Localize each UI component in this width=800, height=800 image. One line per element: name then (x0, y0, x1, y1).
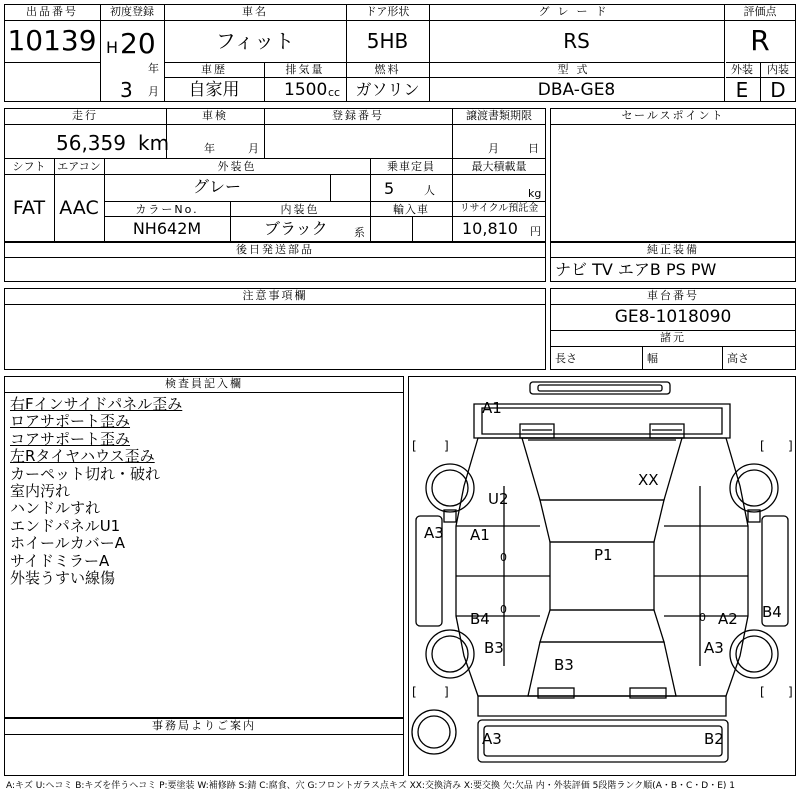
damage-mark: A3 (482, 730, 502, 748)
model: DBA-GE8 (537, 80, 616, 100)
score: R (750, 24, 770, 57)
capacity-label: 乗車定員 (387, 160, 435, 173)
color-label: 外装色 (217, 160, 257, 173)
lot-no-label: 出品番号 (26, 5, 78, 18)
diagram-bracket: ] (788, 685, 793, 699)
int-label: 内装 (767, 63, 789, 76)
inspector-remark: サイドミラーA (10, 551, 110, 570)
inspection-month-unit: 月 (248, 142, 259, 155)
inspection-year-unit: 年 (204, 142, 215, 155)
inspector-remark: コアサポート歪み (10, 429, 131, 448)
inspector-remark: 室内汚れ (10, 482, 71, 500)
interior-color-unit: 系 (354, 226, 365, 239)
capacity: 5 (384, 179, 395, 198)
displacement-unit: cc (328, 86, 341, 99)
office-label: 事務局よりご案内 (152, 719, 256, 732)
ext-label: 外装 (731, 63, 753, 76)
color: グレー (192, 177, 241, 196)
door-type: 5HB (366, 29, 409, 53)
inspection-label: 車検 (202, 109, 228, 122)
mileage: 56,359 (56, 131, 126, 155)
model-label: 型式 (557, 63, 596, 76)
shift: FAT (12, 197, 46, 219)
inspector-remark: カーペット切れ・破れ (10, 464, 161, 483)
damage-mark: 0 (699, 611, 706, 624)
notes-label: 注意事項欄 (242, 289, 308, 302)
height-label: 高さ (727, 352, 749, 365)
damage-mark: B4 (762, 603, 782, 621)
damage-mark: XX (638, 471, 659, 489)
diagram-bracket: ] (788, 439, 793, 453)
interior-color: ブラック (264, 219, 328, 238)
colorno-label: カラーNo. (135, 203, 199, 216)
equipment-items: ナビ TV エアB PS PW (555, 260, 717, 279)
car-damage-diagram (408, 376, 796, 776)
diagram-bracket: [ (760, 685, 765, 699)
load-label: 最大積載量 (471, 160, 527, 173)
name-label: 車名 (242, 5, 268, 18)
fuel-label: 燃料 (374, 63, 401, 76)
load-unit: kg (528, 187, 542, 200)
ext-grade: E (735, 78, 749, 102)
month-unit: 月 (148, 85, 159, 98)
era: H (106, 38, 119, 57)
int-grade: D (770, 78, 786, 102)
inspector-remark: エンドパネルU1 (10, 516, 121, 535)
damage-mark: B4 (470, 610, 490, 628)
transfer-month-unit: 月 (488, 142, 499, 155)
damage-mark: B3 (554, 656, 574, 674)
door-label: ドア形状 (365, 5, 410, 18)
damage-mark: A2 (718, 610, 738, 628)
colorno: NH642M (132, 219, 202, 238)
diagram-bracket: ] (444, 439, 449, 453)
shift-label: シフト (12, 160, 46, 173)
diagram-bracket: [ (412, 685, 417, 699)
inspector-remark: 外装うすい線傷 (10, 569, 116, 587)
reg-year: 20 (120, 27, 156, 60)
inspector-label: 検査員記入欄 (165, 377, 243, 390)
recycle-label: リサイクル預託金 (459, 203, 539, 214)
legend: A:キズ U:ヘコミ B:キズを伴うヘコミ P:要塗装 W:補修跡 S:錆 C:腐食、穴 G:フロントガラス点キズ XX:交換済み X:要交換 欠:欠品 内・外装評価 5段階ランク順(A・B・C・D・E) 1 (6, 781, 736, 791)
diagram-bracket: ] (444, 685, 449, 699)
grade: RS (563, 29, 590, 53)
inspector-remark: ハンドルすれ (10, 499, 101, 518)
equipment-label: 純正装備 (647, 243, 699, 256)
damage-mark: A1 (482, 399, 502, 417)
damage-mark: 0 (500, 603, 507, 616)
damage-mark: 0 (500, 551, 507, 564)
chassis-number: GE8-1018090 (614, 307, 732, 327)
car-name: フィット (215, 29, 295, 53)
history: 自家用 (188, 80, 240, 100)
reg-label: 初度登録 (110, 5, 154, 18)
damage-mark: P1 (594, 546, 613, 564)
recycle: 10,810 (462, 219, 518, 238)
grade-label: グレード (538, 5, 615, 18)
damage-mark: B3 (484, 639, 504, 657)
fuel: ガソリン (355, 80, 420, 99)
later-parts-label: 後日発送部品 (236, 243, 314, 256)
inspector-remark: ホイールカバーA (10, 534, 125, 553)
damage-mark: U2 (488, 490, 509, 508)
length-label: 長さ (555, 352, 577, 365)
damage-mark: B2 (704, 730, 724, 748)
damage-mark: A3 (704, 639, 724, 657)
plate-label: 登録番号 (332, 109, 384, 122)
year-unit: 年 (148, 62, 159, 75)
displacement-label: 排気量 (285, 63, 325, 76)
dimensions-label: 諸元 (660, 331, 686, 344)
inspector-remark: 右Fインサイドパネル歪み (10, 395, 183, 413)
score-label: 評価点 (743, 5, 777, 18)
transfer-day-unit: 日 (528, 142, 539, 155)
damage-mark: A3 (424, 524, 444, 542)
displacement: 1500 (284, 80, 328, 100)
history-label: 車歴 (201, 63, 227, 76)
sales-points-block (550, 108, 796, 242)
mileage-unit: km (138, 131, 170, 155)
capacity-unit: 人 (424, 184, 435, 197)
width-label: 幅 (647, 352, 658, 365)
chassis-label: 車台番号 (647, 289, 699, 302)
mileage-label: 走行 (72, 109, 98, 122)
inspector-remark: 左Rタイヤハウス歪み (10, 447, 155, 466)
sales-points-label: セールスポイント (621, 109, 725, 122)
transfer-label: 譲渡書類期限 (466, 109, 532, 122)
import-label: 輸入車 (393, 203, 429, 216)
diagram-bracket: [ (760, 439, 765, 453)
lot-no: 10139 (7, 24, 97, 57)
damage-mark: A1 (470, 526, 490, 544)
interior-color-label: 内装色 (280, 203, 320, 216)
reg-month: 3 (120, 78, 133, 102)
ac: AAC (59, 197, 99, 219)
diagram-bracket: [ (412, 439, 417, 453)
inspector-remark: ロアサポート歪み (10, 412, 131, 431)
ac-label: エアコン (57, 160, 101, 173)
recycle-unit: 円 (530, 225, 541, 238)
